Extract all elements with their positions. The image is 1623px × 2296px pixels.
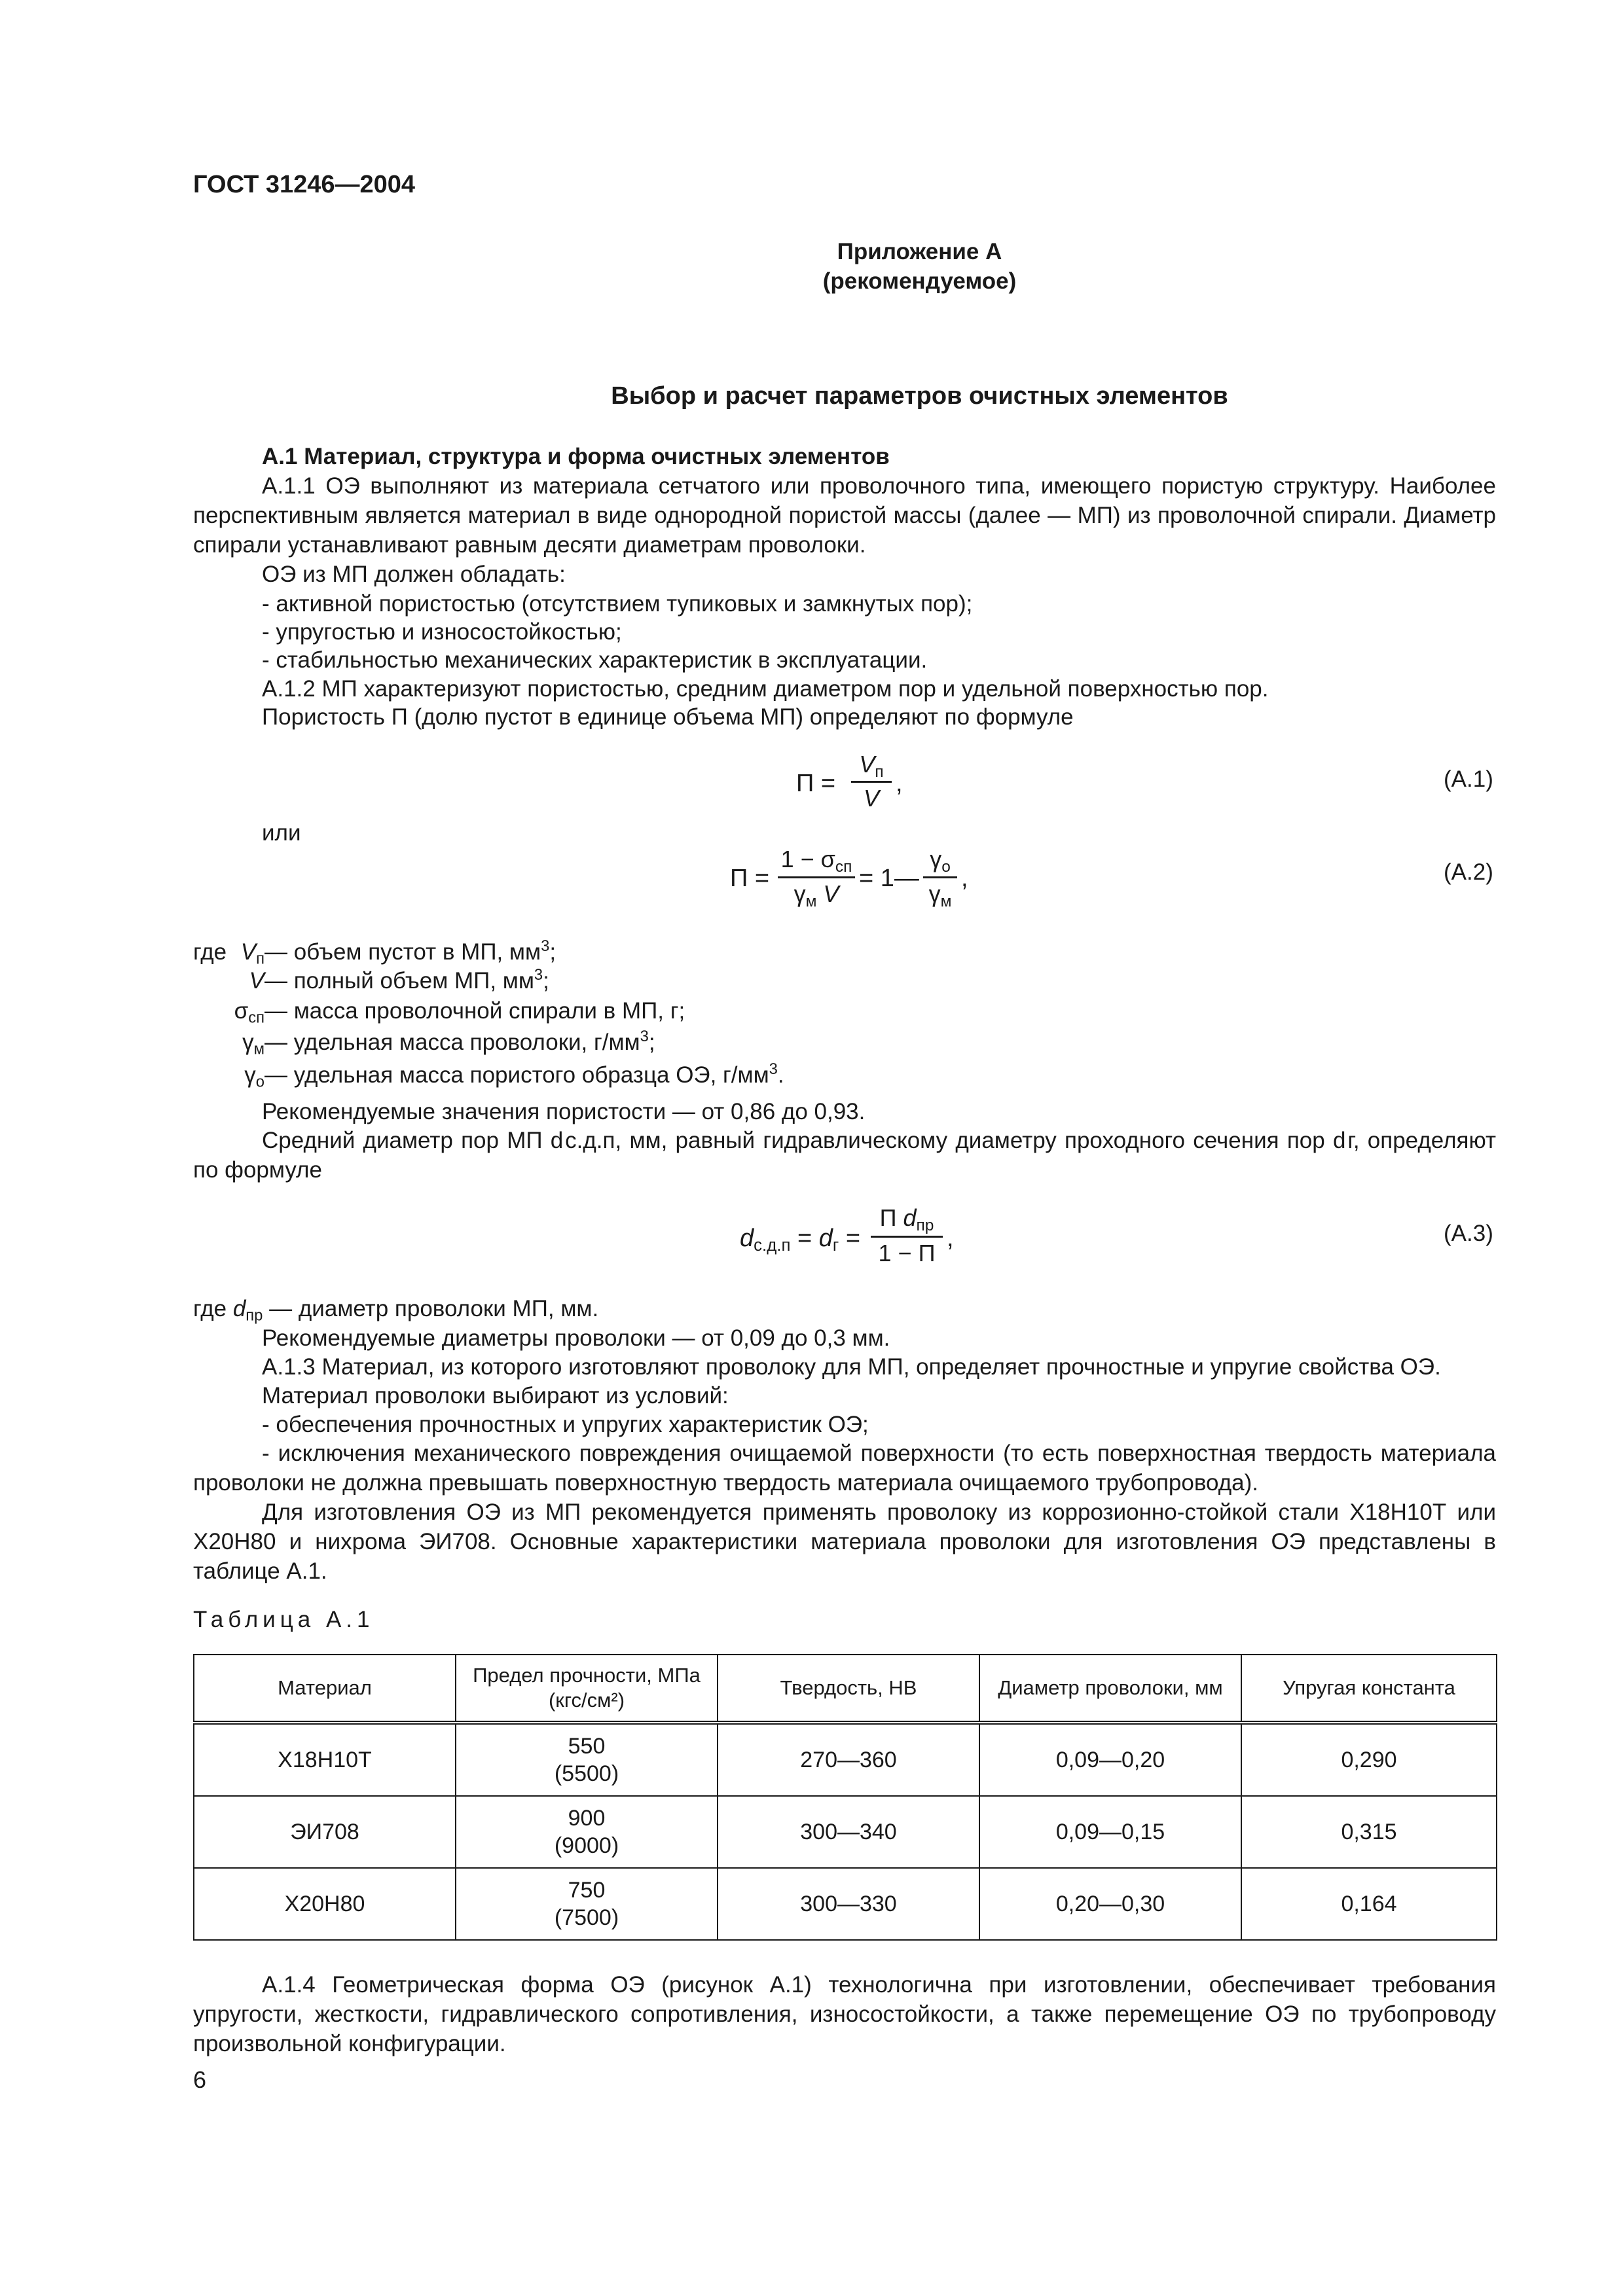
eq-a1-number: (А.1) bbox=[1444, 766, 1493, 792]
where-sym-2: V bbox=[249, 968, 264, 994]
cell-diameter: 0,20—0,30 bbox=[979, 1868, 1241, 1940]
table-row bbox=[194, 1796, 1497, 1868]
where-text-3: — масса проволочной спирали в МП, г; bbox=[264, 998, 685, 1024]
cell-material: ЭИ708 bbox=[194, 1796, 456, 1868]
where-label-1: где bbox=[193, 939, 227, 965]
th-strength: Предел прочности, МПа (кгс/см²) bbox=[456, 1655, 718, 1723]
cell-hardness: 300—340 bbox=[718, 1796, 979, 1868]
appendix-status: (рекомендуемое) bbox=[822, 268, 1017, 294]
where-sym-3: $\sigma_{сп}$ bbox=[234, 998, 264, 1027]
where-text-1: — объем пустот в МП, $мм^3$; bbox=[264, 937, 556, 965]
condition-2: - исключения механического повреждения очищаемой поверхности (то есть поверхностная твердость материала проволоки не должна превышать поверхностную твердость материала очищаемого трубопровода). bbox=[193, 1441, 1496, 1496]
wire-choice: Материал проволоки выбирают из условий: bbox=[262, 1383, 729, 1408]
p-a114: А.1.4 Геометрическая форма ОЭ (рисунок А.1) технологична при изготовлении, обеспечивает требования упругости, жесткости, гидравлического сопротивления, износостойкости, а также перемещение ОЭ по трубопроводу произвольной конфигурации. bbox=[193, 1972, 1496, 2056]
p-a112: А.1.2 МП характеризуют пористостью, средним диаметром пор и удельной поверхностью пор. bbox=[262, 676, 1269, 702]
cell-strength: 900 (9000) bbox=[456, 1796, 718, 1868]
th-elastic: Упругая константа bbox=[1241, 1655, 1497, 1723]
table-header-row bbox=[194, 1655, 1497, 1723]
th-material: Материал bbox=[194, 1655, 456, 1723]
cell-material: Х18Н10Т bbox=[194, 1723, 456, 1796]
where-2: где $d_{пр}$ — диаметр проволоки МП, мм. bbox=[193, 1296, 599, 1325]
doc-id: ГОСТ 31246—2004 bbox=[193, 171, 416, 198]
mean-diameter: Средний диаметр пор МП d с.д.п, мм, равный гидравлическому диаметру проходного сечения пор d г, определяют по формуле bbox=[193, 1128, 1496, 1183]
table-a1 bbox=[193, 1654, 1497, 1941]
bullet-1: - активной пористостью (отсутствием тупиковых и замкнутых пор); bbox=[262, 591, 973, 617]
porosity-intro: Пористость П (долю пустот в единице объема МП) определяют по формуле bbox=[262, 704, 1074, 730]
a1-heading: А.1 Материал, структура и форма очистных элементов bbox=[262, 444, 890, 469]
cell-hardness: 300—330 bbox=[718, 1868, 979, 1940]
section-title: Выбор и расчет параметров очистных элементов bbox=[611, 382, 1228, 410]
cell-hardness: 270—360 bbox=[718, 1723, 979, 1796]
must-have: ОЭ из МП должен обладать: bbox=[262, 562, 566, 587]
where-text-4: — удельная масса проволоки, $г/мм^3$; bbox=[264, 1027, 655, 1055]
eq-a2-number: (А.2) bbox=[1444, 859, 1493, 885]
cell-elastic: 0,290 bbox=[1241, 1723, 1497, 1796]
bullet-2: - упругостью и износостойкостью; bbox=[262, 619, 622, 645]
where-sym-1: $V_п$ bbox=[240, 939, 264, 968]
table-caption: Таблица А.1 bbox=[193, 1607, 374, 1632]
rec-porosity: Рекомендуемые значения пористости — от 0,86 до 0,93. bbox=[262, 1099, 866, 1124]
cell-strength: 550 (5500) bbox=[456, 1723, 718, 1796]
where-text-2: — полный объем МП, $мм^3$; bbox=[264, 965, 549, 994]
th-diameter: Диаметр проволоки, мм bbox=[979, 1655, 1241, 1723]
or-label: или bbox=[262, 820, 301, 846]
cell-diameter: 0,09—0,20 bbox=[979, 1723, 1241, 1796]
cell-strength: 750 (7500) bbox=[456, 1868, 718, 1940]
page-number: 6 bbox=[193, 2066, 207, 2093]
th-hardness: Твердость, НВ bbox=[718, 1655, 979, 1723]
p-a113: А.1.3 Материал, из которого изготовляют проволоку для МП, определяет прочностные и упругие свойства ОЭ. bbox=[262, 1354, 1441, 1380]
bullet-3: - стабильностью механических характеристик в эксплуатации. bbox=[262, 647, 928, 673]
rec-wire: Рекомендуемые диаметры проволоки — от 0,09 до 0,3 мм. bbox=[262, 1325, 890, 1351]
where-text-5: — удельная масса пористого образца ОЭ, $г/мм^3$. bbox=[264, 1060, 784, 1088]
where-sym-4: $\gamma_м$ bbox=[242, 1030, 264, 1058]
manufacturing-note: Для изготовления ОЭ из МП рекомендуется применять проволоку из коррозионно-стойкой стали Х18Н10Т или Х20Н80 и нихрома ЭИ708. Основные характеристики материала проволоки для изготовления ОЭ представлены в таблице А.1. bbox=[193, 1499, 1496, 1584]
cell-elastic: 0,164 bbox=[1241, 1868, 1497, 1940]
cell-elastic: 0,315 bbox=[1241, 1796, 1497, 1868]
table-row bbox=[194, 1868, 1497, 1940]
cell-diameter: 0,09—0,15 bbox=[979, 1796, 1241, 1868]
eq-a3-number: (А.3) bbox=[1444, 1221, 1493, 1246]
table-row bbox=[194, 1723, 1497, 1796]
cell-material: Х20Н80 bbox=[194, 1868, 456, 1940]
where-sym-5: $\gamma_о$ bbox=[244, 1062, 264, 1091]
appendix-title: Приложение А bbox=[837, 239, 1002, 264]
condition-1: - обеспечения прочностных и упругих характеристик ОЭ; bbox=[262, 1412, 869, 1437]
p-a111: А.1.1 ОЭ выполняют из материала сетчатого или проволочного типа, имеющего пористую структуру. Наиболее перспективным является материал в виде однородной пористой массы (далее — МП) из проволочной спирали. Диаметр спирали устанавливают равным десяти диаметрам проволоки. bbox=[193, 473, 1496, 558]
